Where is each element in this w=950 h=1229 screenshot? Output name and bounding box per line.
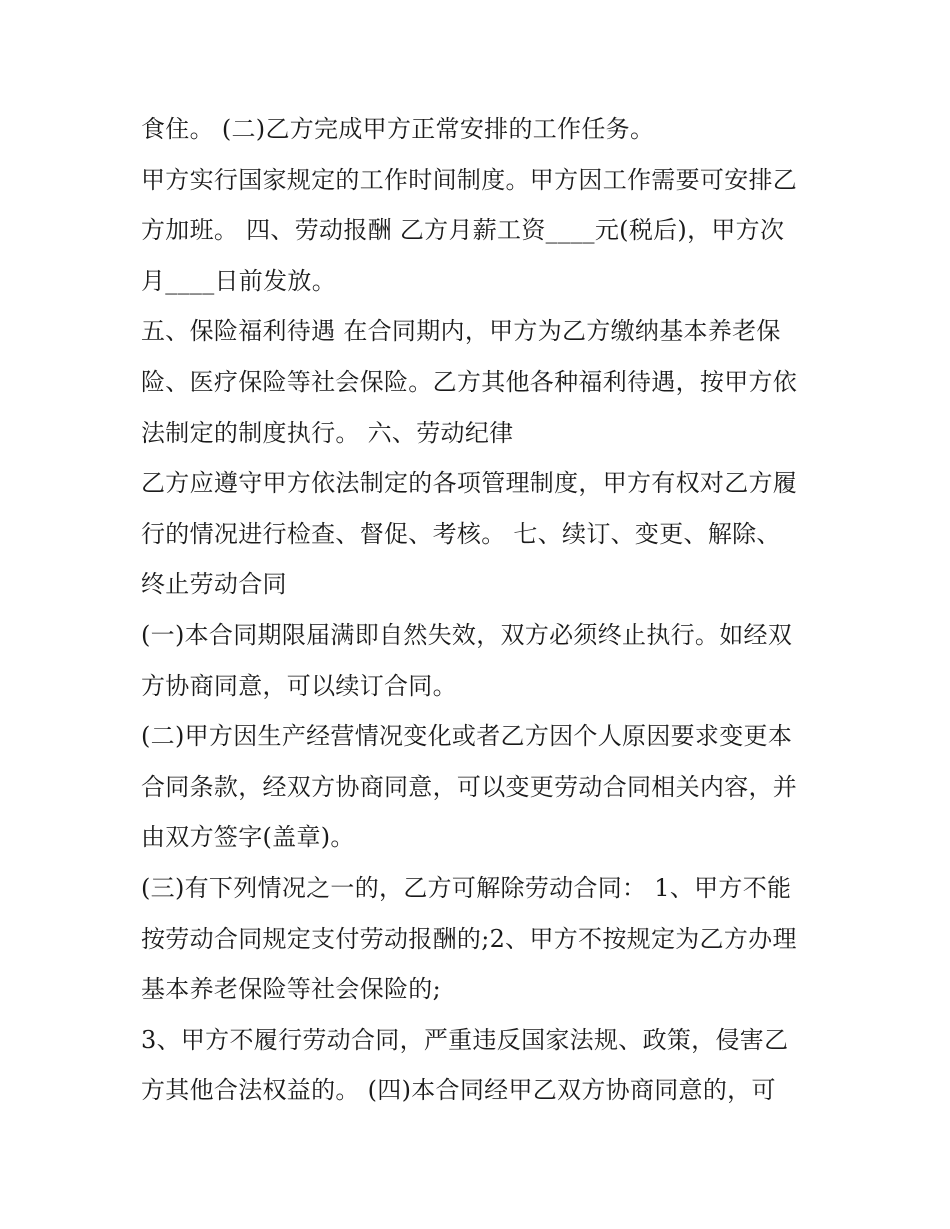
text-line: 五、保险福利待遇 在合同期内，甲方为乙方缴纳基本养老保: [141, 317, 781, 346]
text-line: 按劳动合同规定支付劳动报酬的;2、甲方不按规定为乙方办理: [141, 924, 797, 953]
text-line: 终止劳动合同: [141, 570, 287, 599]
text-line: 3、甲方不履行劳动合同，严重违反国家法规、政策，侵害乙: [141, 1025, 789, 1054]
text-line: 险、医疗保险等社会保险。乙方其他各种福利待遇，按甲方依: [141, 367, 798, 396]
text-line: 乙方应遵守甲方依法制定的各项管理制度，甲方有权对乙方履: [141, 469, 798, 498]
text-line: 食住。 (二)乙方完成甲方正常安排的工作任务。: [141, 115, 655, 143]
text-line: (一)本合同期限届满即自然失效，双方必须终止执行。如经双: [141, 620, 793, 649]
text-line: 行的情况进行检查、督促、考核。 七、续订、变更、解除、: [141, 519, 781, 548]
text-line: 方加班。 四、劳动报酬 乙方月薪工资____元(税后)，甲方次: [141, 216, 785, 245]
text-line: 甲方实行国家规定的工作时间制度。甲方因工作需要可安排乙: [141, 165, 798, 194]
text-line: 由双方签字(盖章)。: [141, 823, 355, 852]
text-line: 基本养老保险等社会保险的;: [141, 975, 441, 1004]
text-line: (二)甲方因生产经营情况变化或者乙方因个人原因要求变更本: [141, 722, 793, 751]
text-line: 合同条款，经双方协商同意，可以变更劳动合同相关内容，并: [141, 772, 798, 801]
text-line: 方协商同意，可以续订合同。: [141, 671, 457, 700]
text-line: (三)有下列情况之一的，乙方可解除劳动合同： 1、甲方不能: [141, 873, 792, 902]
text-line: 月____日前发放。: [141, 266, 336, 295]
text-line: 法制定的制度执行。 六、劳动纪律: [141, 418, 514, 447]
text-line: 方其他合法权益的。 (四)本合同经甲乙双方协商同意的，可: [141, 1076, 776, 1105]
document-body: [141, 104, 831, 1116]
